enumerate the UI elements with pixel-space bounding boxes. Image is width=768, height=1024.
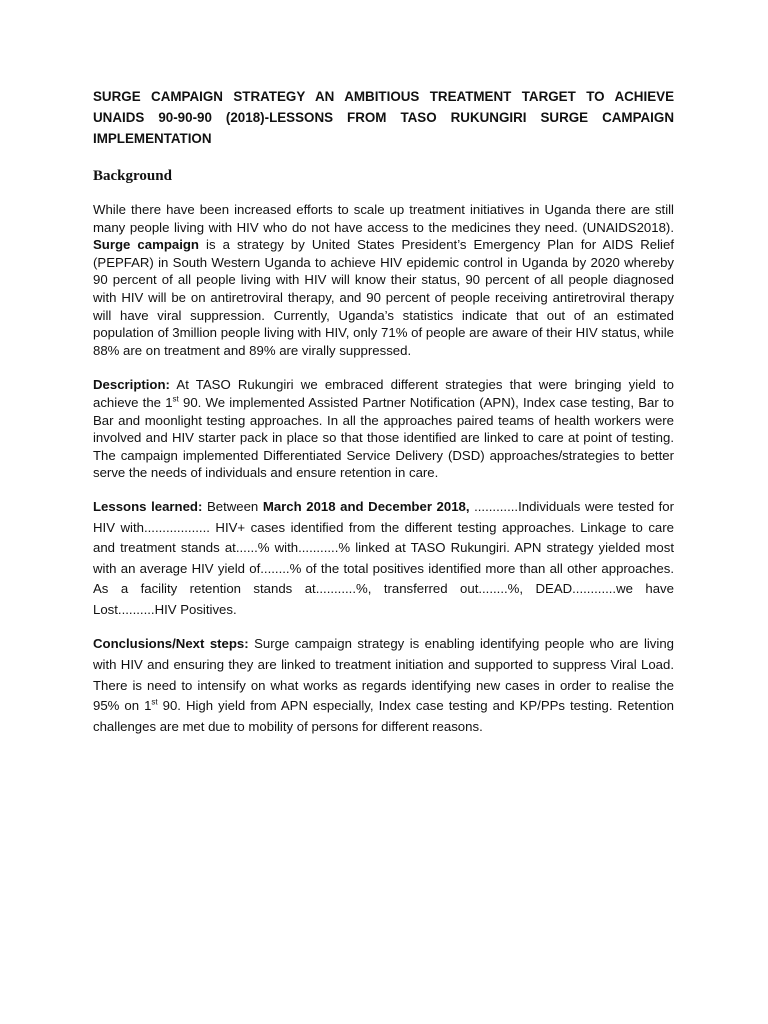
document-page: [93, 86, 674, 737]
background-paragraph: [93, 201, 674, 359]
description-text-2: 90. We implemented Assisted Partner Notification (APN), Index case testing, Bar to Bar and moonlight testing approaches. In all the approaches paired teams of health workers were involved and HIV starter pack in place so that those identified are linked to care at point of testing. The campaign implemented Differentiated Service Delivery (DSD) approaches/strategies to better serve the needs of individuals and ensure retention in care.: [93, 394, 674, 481]
background-text-2: is a strategy by United States President’s Emergency Plan for AIDS Relief (PEPFAR) in South Western Uganda to achieve HIV epidemic control in Uganda by 2020 whereby 90 percent of all people living with HIV will know their status, 90 percent of all people diagnosed with HIV will be on antiretroviral therapy, and 90 percent of people receiving antiretroviral therapy will have viral suppression. Currently, Uganda’s statistics indicate that out of an estimated population of 3million people living with HIV, only 71% of people are aware of their HIV status, while 88% are on treatment and 89% are virally suppressed.: [93, 237, 674, 358]
description-superscript: st: [172, 394, 179, 404]
description-label: Description:: [93, 377, 170, 393]
background-text-1: While there have been increased efforts to scale up treatment initiatives in Uganda there are still many people living with HIV who do not have access to the medicines they need. (UNAIDS2018).: [93, 202, 674, 235]
conclusions-text-2: 90. High yield from APN especially, Index case testing and KP/PPs testing. Retention challenges are met due to mobility of persons for different reasons.: [93, 698, 674, 734]
lessons-paragraph: [93, 497, 674, 621]
document-title: SURGE CAMPAIGN STRATEGY AN AMBITIOUS TREATMENT TARGET TO ACHIEVE UNAIDS 90-90-90 (2018)-LESSONS FROM TASO RUKUNGIRI SURGE CAMPAIGN IMPLEMENTATION: [93, 89, 674, 146]
lessons-date-range: March 2018 and December 2018,: [262, 498, 470, 514]
description-paragraph: [93, 376, 674, 482]
lessons-text-2: ............Individuals were tested for HIV with.................. HIV+ cases identified from the different testing approaches. Linkage to care and treatment stands at......% with...........% linked at TASO Rukungiri. APN strategy yielded most with an average HIV yield of........% of the total positives identified more than all other approaches. As a facility retention stands at...........%, transferred out........%, DEAD............we have Lost..........HIV Positives.: [93, 498, 674, 617]
conclusions-label: Conclusions/Next steps:: [93, 636, 249, 652]
lessons-label: Lessons learned:: [93, 498, 203, 514]
background-heading: Background: [93, 168, 172, 184]
conclusions-paragraph: [93, 634, 674, 737]
conclusions-text-1: Surge campaign strategy is enabling identifying people who are living with HIV and ensuring they are linked to treatment initiation and supported to suppress Viral Load. There is need to intensify on what works as regards identifying new cases in order to realise the 95% on 1: [93, 636, 674, 714]
description-text-1: At TASO Rukungiri we embraced different strategies that were bringing yield to achieve the 1: [93, 377, 674, 410]
conclusions-superscript: st: [151, 697, 158, 707]
lessons-text-1: Between: [202, 498, 263, 514]
surge-campaign-term: Surge campaign: [93, 237, 199, 253]
